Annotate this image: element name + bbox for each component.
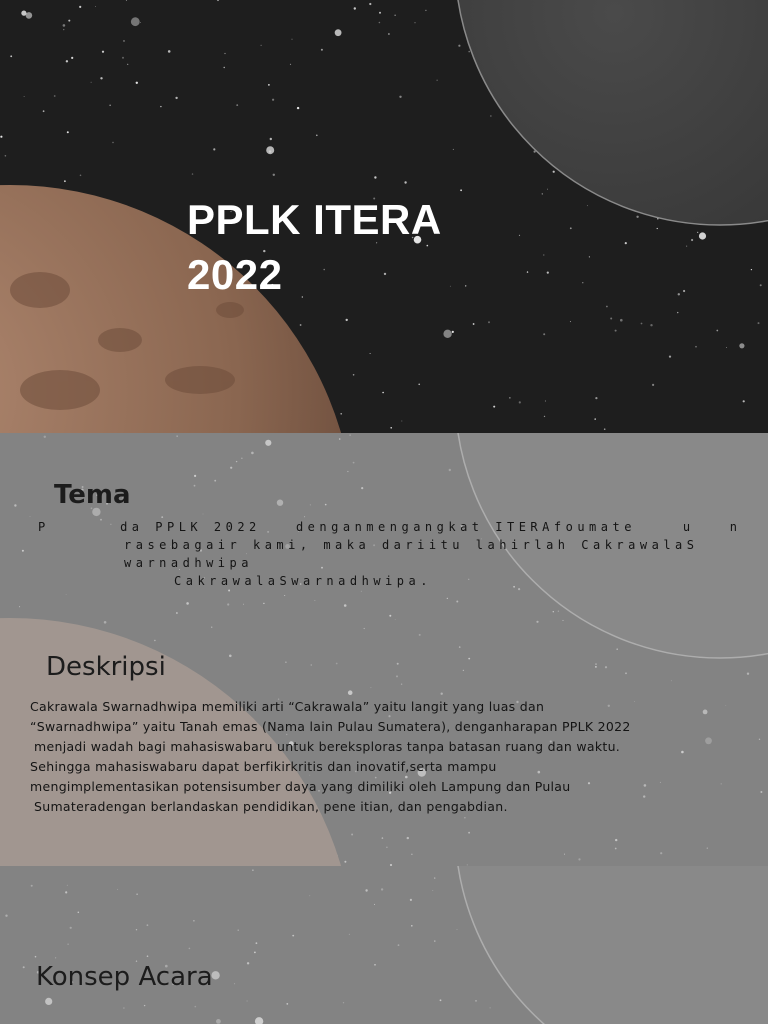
star <box>175 97 177 99</box>
star <box>625 242 627 244</box>
star <box>390 427 392 429</box>
star <box>224 53 225 54</box>
star <box>606 306 608 308</box>
star <box>543 333 545 335</box>
star <box>650 324 652 326</box>
star <box>395 15 396 16</box>
star <box>123 40 124 41</box>
star <box>669 356 671 358</box>
star <box>136 82 138 84</box>
star <box>691 239 693 241</box>
star <box>452 331 454 333</box>
star <box>509 397 510 398</box>
star <box>192 173 193 174</box>
star <box>542 193 543 194</box>
tema-text-line: CakrawalaSwarnadhwipa. <box>174 574 432 588</box>
star <box>369 3 371 5</box>
star <box>66 60 68 62</box>
deskripsi-text-line: mengimplementasikan potensisumber daya yang dimiliki oleh Lampung dan Pulau <box>30 779 571 794</box>
star <box>10 55 12 57</box>
star <box>291 39 292 40</box>
tema-text-line: warnadhwipa <box>124 556 253 570</box>
star <box>71 57 73 59</box>
star <box>272 99 274 101</box>
star <box>545 401 546 402</box>
star <box>63 29 64 30</box>
star <box>594 418 596 420</box>
star <box>54 95 56 97</box>
konsep-acara-slide <box>0 866 768 1024</box>
star <box>678 293 680 295</box>
star <box>604 428 606 430</box>
star <box>160 106 161 107</box>
star <box>739 343 744 348</box>
star <box>67 131 69 133</box>
star <box>686 246 687 247</box>
star <box>418 384 420 386</box>
deskripsi-heading: Deskripsi <box>46 652 166 682</box>
star <box>519 401 521 403</box>
star <box>758 322 760 324</box>
star <box>43 110 45 112</box>
star <box>353 374 355 376</box>
star <box>273 174 275 176</box>
star <box>570 321 571 322</box>
star <box>473 323 475 325</box>
star <box>63 24 66 27</box>
star <box>382 392 384 394</box>
star <box>112 142 113 143</box>
tema-text-line: P da PPLK 2022 denganmengangkat ITERAfoumate u n <box>38 520 742 534</box>
star <box>437 80 438 81</box>
star <box>453 149 454 150</box>
star <box>102 51 104 53</box>
star <box>652 384 654 386</box>
star <box>79 6 81 8</box>
star <box>677 312 678 313</box>
star <box>0 136 2 138</box>
star <box>374 176 376 178</box>
star <box>95 6 96 7</box>
star <box>490 116 491 117</box>
star <box>458 45 460 47</box>
star <box>370 353 371 354</box>
star <box>266 146 274 154</box>
star <box>460 189 462 191</box>
star <box>620 319 623 322</box>
slide-overlay <box>0 866 768 1024</box>
title-slide <box>0 0 768 433</box>
star <box>270 138 272 140</box>
star <box>570 227 572 229</box>
star <box>100 77 102 79</box>
konsep-acara-heading: Konsep Acara <box>36 962 213 992</box>
star <box>388 33 390 35</box>
star <box>24 96 25 97</box>
star <box>547 189 548 190</box>
star <box>5 155 7 157</box>
deskripsi-text-line: Sehingga mahasiswabaru dapat berfikirkritis dan inovatif,serta mampu <box>30 759 497 774</box>
star <box>547 272 549 274</box>
star <box>224 67 225 68</box>
star <box>261 45 262 46</box>
star <box>553 171 555 173</box>
star <box>131 17 140 26</box>
star <box>468 51 470 53</box>
star <box>519 235 520 236</box>
star <box>683 290 685 292</box>
star <box>168 50 171 53</box>
star <box>697 232 698 233</box>
star <box>268 84 270 86</box>
star <box>379 12 381 14</box>
star <box>443 330 451 338</box>
star <box>80 175 82 177</box>
deskripsi-text-line: menjadi wadah bagi mahasiswabaru untuk bereksploras tanpa batasan ruang dan waktu. <box>34 739 621 754</box>
title-line-2: 2022 <box>187 251 283 298</box>
star <box>760 284 762 286</box>
star <box>743 400 745 402</box>
star <box>543 254 544 255</box>
star <box>399 96 401 98</box>
star <box>641 323 643 325</box>
star <box>316 135 318 137</box>
star <box>415 22 416 23</box>
tema-deskripsi-slide <box>0 433 768 866</box>
star <box>657 228 658 229</box>
star <box>589 256 590 257</box>
star <box>595 397 597 399</box>
star <box>401 421 402 422</box>
star <box>236 104 238 106</box>
star <box>425 10 426 11</box>
star <box>110 105 111 106</box>
star <box>354 7 356 9</box>
star <box>335 29 342 36</box>
star <box>610 318 612 320</box>
star <box>615 330 617 332</box>
deskripsi-text-line: Cakrawala Swarnadhwipa memiliki arti “Cakrawala” yaitu langit yang luas dan <box>30 699 545 714</box>
star <box>527 271 528 272</box>
star <box>346 319 348 321</box>
star <box>699 232 706 239</box>
star <box>379 22 381 24</box>
star <box>544 416 545 417</box>
star <box>636 216 638 218</box>
star <box>290 64 291 65</box>
star <box>726 347 727 348</box>
star <box>213 148 215 150</box>
presentation-title <box>187 192 442 302</box>
star <box>297 107 299 109</box>
star <box>321 49 323 51</box>
star <box>582 282 583 283</box>
star <box>140 22 141 23</box>
title-line-1: PPLK ITERA <box>187 196 442 243</box>
star <box>340 413 342 415</box>
star <box>716 330 718 332</box>
star <box>493 406 495 408</box>
tema-text-line: rasebagair kami, maka dariitu lahirlah CakrawalaS <box>124 538 699 552</box>
star <box>64 180 66 182</box>
star <box>91 82 92 83</box>
star <box>300 324 302 326</box>
star <box>68 20 70 22</box>
deskripsi-text-line: “Swarnadhwipa” yaitu Tanah emas (Nama lain Pulau Sumatera), denganharapan PPLK 2022 <box>30 719 631 734</box>
star <box>26 12 33 19</box>
star <box>488 321 490 323</box>
star <box>122 57 124 59</box>
star <box>450 286 451 287</box>
tema-heading: Tema <box>54 480 131 510</box>
star <box>127 64 128 65</box>
star <box>751 269 752 270</box>
star <box>695 346 697 348</box>
star <box>587 205 588 206</box>
star <box>404 181 406 183</box>
star <box>465 285 466 286</box>
deskripsi-text-line: Sumateradengan berlandaskan pendidikan, pene itian, dan pengabdian. <box>34 799 508 814</box>
